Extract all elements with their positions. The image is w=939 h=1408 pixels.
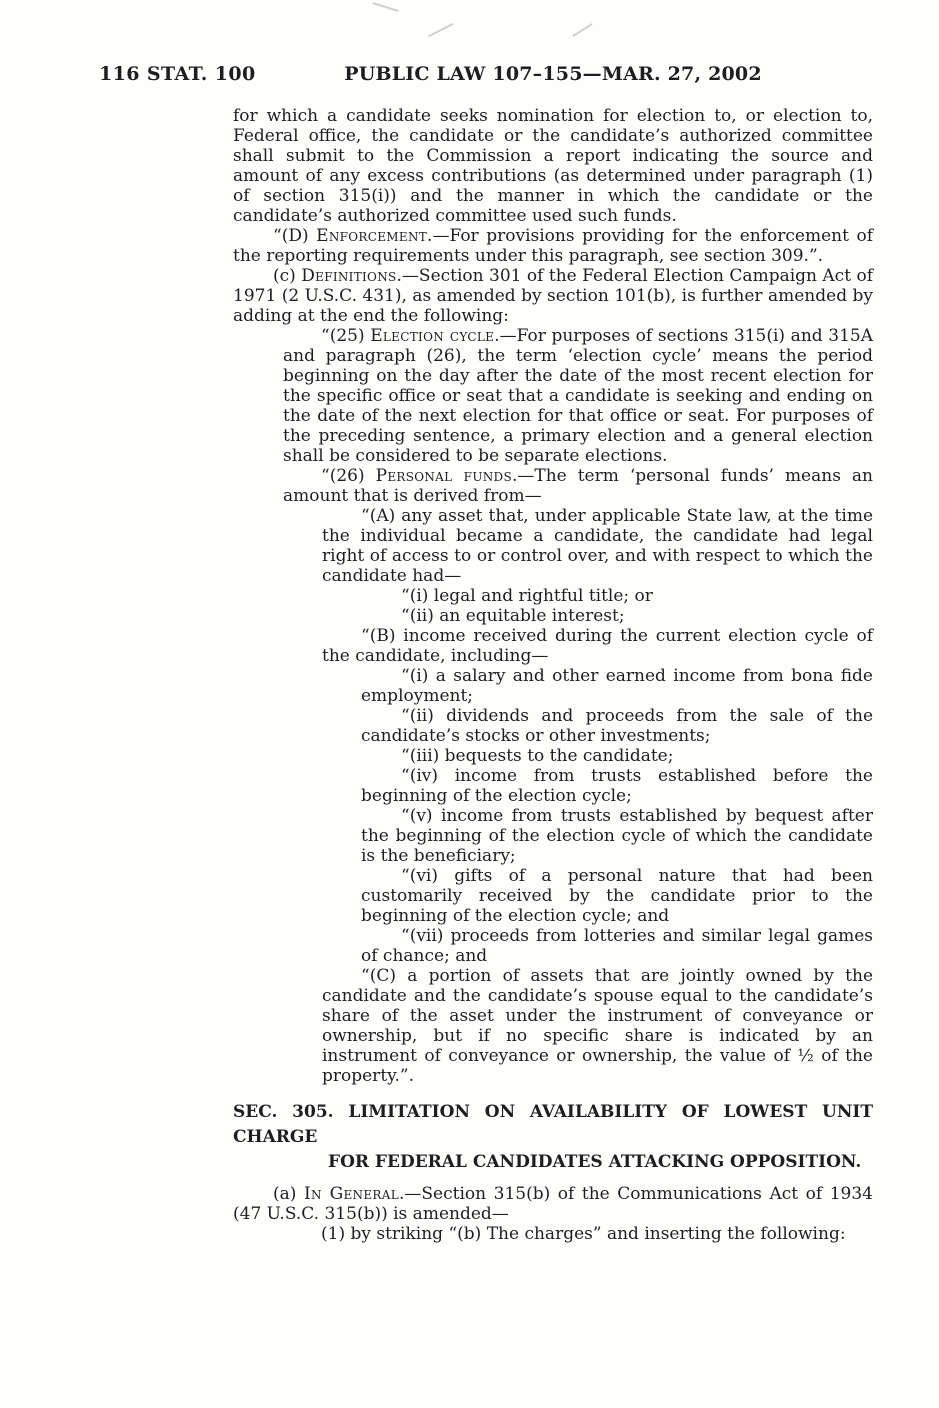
statute-body: [233, 106, 873, 1086]
statute-paragraph: [233, 706, 873, 746]
paragraph-label: “(i): [401, 666, 436, 686]
statute-paragraph: [233, 1224, 873, 1244]
paragraph-label: “(ii): [401, 606, 440, 626]
statute-paragraph: [233, 606, 873, 626]
statute-paragraph: [233, 866, 873, 926]
paragraph-label: “(iv): [401, 766, 455, 786]
section-heading-line-2: FOR FEDERAL CANDIDATES ATTACKING OPPOSITION.: [328, 1152, 862, 1172]
statute-paragraph: [233, 1184, 873, 1224]
paragraph-label: “(C): [361, 966, 408, 986]
paragraph-text: income received during the current election cycle of the candidate, including—: [322, 626, 873, 666]
statute-paragraph: [233, 506, 873, 586]
statute-paragraph: [233, 266, 873, 326]
statute-paragraph: [233, 746, 873, 766]
paragraph-label: “(B): [361, 626, 404, 646]
paragraph-text: for which a candidate seeks nomination for election to, or election to, Federal office, the candidate or the candidate’s authorized committee shall submit to the Commission a report indicating the source and amount of any excess contributions (as determined under paragraph (1) of section 315(i)) and the manner in which the candidate or the candidate’s authorized committee used such funds.: [233, 106, 873, 226]
defined-term-smallcaps: Definitions: [301, 266, 397, 286]
scan-artifact-mark: [372, 2, 398, 12]
paragraph-label: “(D): [273, 226, 317, 246]
statute-paragraph: [233, 966, 873, 1086]
paragraph-text: proceeds from lotteries and similar legal games of chance; and: [361, 926, 873, 966]
statute-text-column: [233, 106, 873, 1244]
statute-paragraph: [233, 666, 873, 706]
defined-term-smallcaps: Enforcement: [316, 226, 428, 246]
statute-paragraph: [233, 766, 873, 806]
section-heading: [233, 1100, 873, 1175]
paragraph-label: (a): [273, 1184, 304, 1204]
paragraph-label: (1): [321, 1224, 351, 1244]
paragraph-label: “(25): [321, 326, 371, 346]
section-heading-line-1: SEC. 305. LIMITATION ON AVAILABILITY OF LOWEST UNIT CHARGE: [233, 1102, 873, 1147]
paragraph-text: bequests to the candidate;: [444, 746, 674, 766]
statute-paragraph: [233, 806, 873, 866]
paragraph-text: income from trusts established before the beginning of the election cycle;: [361, 766, 873, 806]
paragraph-text: .—For purposes of sections 315(i) and 315A and paragraph (26), the term ‘election cycle’ means the period beginning on the day after the date of the most recent election for the specific office or seat that a candidate is seeking and ending on the date of the next election for that office or seat. For purposes of the preceding sentence, a primary election and a general election shall be considered to be separate elections.: [283, 326, 873, 466]
paragraph-text: income from trusts established by bequest after the beginning of the election cycle of which the candidate is the beneficiary;: [361, 806, 873, 866]
paragraph-text: .—For provisions providing for the enforcement of the reporting requirements under this paragraph, see section 309.”.: [233, 226, 873, 266]
statute-paragraph: [233, 226, 873, 266]
defined-term-smallcaps: Personal funds: [375, 466, 512, 486]
paragraph-text: .—Section 315(b) of the Communications Act of 1934 (47 U.S.C. 315(b)) is amended—: [233, 1184, 873, 1224]
paragraph-text: gifts of a personal nature that had been customarily received by the candidate prior to the beginning of the election cycle; and: [361, 866, 873, 926]
paragraph-label: “(v): [401, 806, 441, 826]
statute-paragraph: [233, 926, 873, 966]
statute-paragraph: [233, 586, 873, 606]
paragraph-label: “(vii): [401, 926, 451, 946]
paragraph-label: “(iii): [401, 746, 445, 766]
statute-paragraph: [233, 326, 873, 466]
paragraph-text: a salary and other earned income from bona fide employment;: [361, 666, 873, 706]
paragraph-text: legal and rightful title; or: [433, 586, 653, 606]
paragraph-label: “(26): [321, 466, 376, 486]
paragraph-text: .—The term ‘personal funds’ means an amount that is derived from—: [283, 466, 873, 506]
statute-paragraph: [233, 626, 873, 666]
paragraph-text: any asset that, under applicable State law, at the time the individual became a candidate, the candidate had legal right of access to or control over, and with respect to which the candidate had—: [322, 506, 874, 586]
paragraph-label: “(ii): [401, 706, 447, 726]
paragraph-label: “(vi): [401, 866, 455, 886]
paragraph-label: “(A): [361, 506, 402, 526]
paragraph-label: (c): [273, 266, 302, 286]
defined-term-smallcaps: Election cycle: [370, 326, 495, 346]
paragraph-text: .—Section 301 of the Federal Election Campaign Act of 1971 (2 U.S.C. 431), as amended by section 101(b), is further amended by adding at the end the following:: [233, 266, 873, 326]
scan-artifact-mark: [428, 23, 454, 37]
statute-paragraph: [233, 106, 873, 226]
paragraph-text: a portion of assets that are jointly owned by the candidate and the candidate’s spouse equal to the candidate’s share of the asset under the instrument of conveyance or ownership, but if no specific share is indicated by an instrument of conveyance or ownership, the value of ½ of the property.”.: [322, 966, 873, 1086]
paragraph-label: “(i): [401, 586, 434, 606]
statute-paragraph: [233, 466, 873, 506]
scan-artifact-mark: [572, 23, 593, 37]
paragraph-text: dividends and proceeds from the sale of the candidate’s stocks or other investments;: [361, 706, 874, 746]
paragraph-text: by striking “(b) The charges” and inserting the following:: [350, 1224, 846, 1244]
running-head: [0, 63, 939, 87]
statute-body-continued: [233, 1184, 873, 1244]
paragraph-text: an equitable interest;: [439, 606, 625, 626]
public-law-title: PUBLIC LAW 107–155—MAR. 27, 2002: [344, 63, 762, 85]
defined-term-smallcaps: In General: [303, 1184, 399, 1204]
stat-page-number: 116 STAT. 100: [99, 63, 256, 85]
